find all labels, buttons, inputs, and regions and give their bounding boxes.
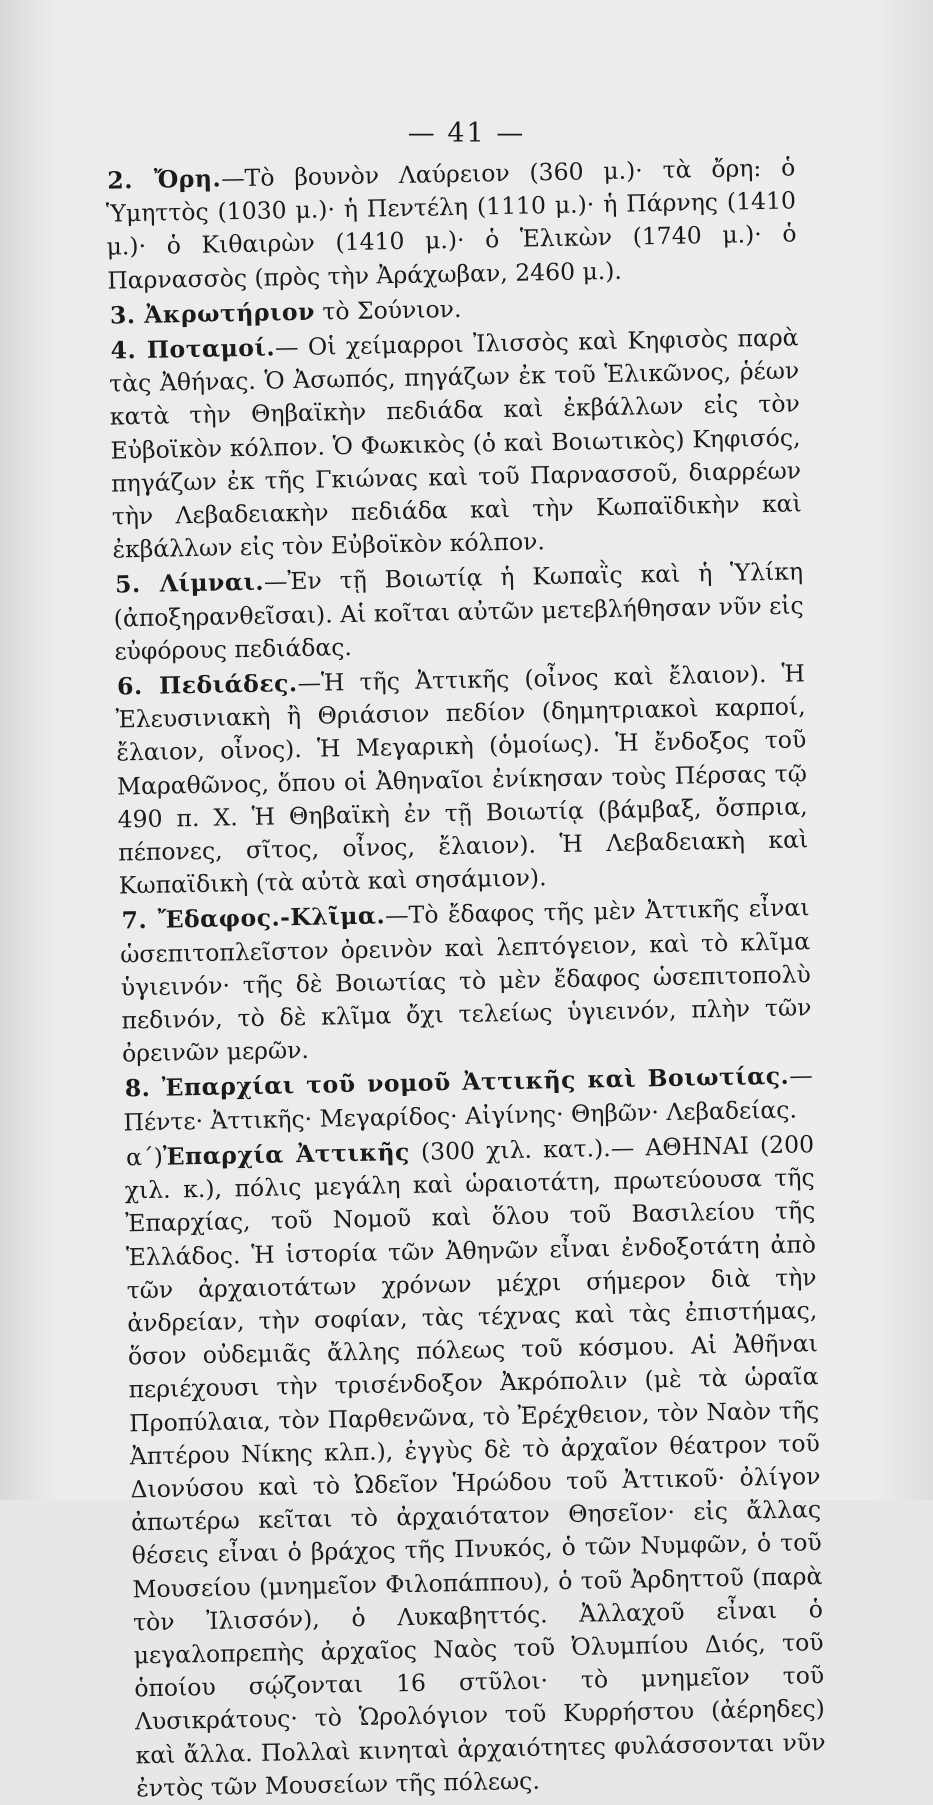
section-2 <box>105 151 797 297</box>
section-prefix: α΄) <box>125 1142 164 1172</box>
section-heading: 5. Λίμναι. <box>114 568 265 599</box>
section-text: —Ἐν τῇ Βοιωτίᾳ ἡ Κωπαῒς καὶ ἡ Ὑλίκη (ἀποξηρανθεῖσαι). Αἱ κοῖται αὐτῶν μετεβλήθησαν νῦν εἰς εὐφόρους πεδιάδας. <box>113 557 804 666</box>
section-4 <box>108 321 802 567</box>
section-6 <box>115 657 809 903</box>
page-number: — 41 — <box>407 118 526 149</box>
section-heading: 2. Ὄρη. <box>107 164 222 195</box>
section-heading: 4. Ποταμοί. <box>110 333 276 365</box>
section-text: —Ἡ τῆς Ἀττικῆς (οἶνος καὶ ἔλαιον). Ἡ Ἐλευσινιακὴ ἢ Θριάσιον πεδίον (δημητριακοὶ καρποί, ἔλαιον, οἶνος). Ἡ Μεγαρικὴ (ὁμοίως). Ἡ ἔνδοξος τοῦ Μαραθῶνος, ὅπου οἱ Ἀθηναῖοι ἐνίκησαν τοὺς Πέρσας τῷ 490 π. Χ. Ἡ Θηβαϊκὴ ἐν τῇ Βοιωτίᾳ (βάμβαξ, ὄσπρια, πέπονες, σῖτος, οἶνος, ἔλαιον). Ἡ Λεβαδειακὴ καὶ Κωπαϊδικὴ (τὰ αὐτὰ καὶ σησάμιον). <box>115 659 809 900</box>
section-heading: 3. Ἀκρωτήριον <box>109 297 316 330</box>
section-text: τὸ Σούνιον. <box>314 294 462 326</box>
section-heading: 7. Ἔδαφος.-Κλῖμα. <box>121 901 386 935</box>
page-body <box>105 151 826 1805</box>
section-text: —Τὸ ἔδαφος τῆς μὲν Ἀττικῆς εἶναι ὡσεπιτοπλεῖστον ὀρεινὸν καὶ λεπτόγειον, καὶ τὸ κλῖμα ὑγιεινόν· τῆς δὲ Βοιωτίας τὸ μὲν ἔδαφος ὡσεπιτοπολὺ πεδινόν, τὸ δὲ κλῖμα ὄχι τελείως ὑγιεινόν, πλὴν τῶν ὀρεινῶν μερῶν. <box>119 893 812 1068</box>
section-5 <box>113 556 805 669</box>
section-text: —Τὸ βουνὸν Λαύρειον (360 μ.)· τὰ ὄρη: ὁ Ὑμηττὸς (1030 μ.)· ἡ Πεντέλη (1110 μ.)· ἡ Πάρνης (1410 μ.)· ὁ Κιθαιρὼν (1410 μ.)· ὁ Ἑλικὼν (1740 μ.)· ὁ Παρνασσὸς (πρὸς τὴν Ἀράχωβαν, 2460 μ.). <box>105 153 797 295</box>
section-heading: 6. Πεδιάδες. <box>116 669 298 701</box>
section-text: (300 χιλ. κατ.).— ΑΘΗΝΑΙ (200 χιλ. κ.), πόλις μεγάλη καὶ ὡραιοτάτη, πρωτεύουσα τῆς Ἐπαρχίας, τοῦ Νομοῦ καὶ ὅλου τοῦ Βασιλείου τῆς Ἑλλάδος. Ἡ ἱστορία τῶν Ἀθηνῶν εἶναι ἐνδοξοτάτη ἀπὸ τῶν ἀρχαιοτάτων χρόνων μέχρι σήμερον διὰ τὴν ἀνδρείαν, τὴν σοφίαν, τὰς τέχνας καὶ τὰς ἐπιστήμας, ὅσον οὐδεμιᾶς ἄλλης πόλεως τοῦ κόσμου. Αἱ Ἀθῆναι περιέχουσι τὴν τρισένδοξον Ἀκρόπολιν (μὲ τὰ ὡραῖα Προπύλαια, τὸν Παρθενῶνα, τὸ Ἐρέχθειον, τὸν Ναὸν τῆς Ἀπτέρου Νίκης κλπ.), ἐγγὺς δὲ τὸ ἀρχαῖον θέατρον τοῦ Διονύσου καὶ τὸ Ὠδεῖον Ἡρώδου τοῦ Ἀττικοῦ· ὀλίγον ἀπωτέρω κεῖται τὸ ἀρχαιότατον Θησεῖον· εἰς ἄλλας θέσεις εἶναι ὁ βράχος τῆς Πνυκός, ὁ τῶν Νυμφῶν, ὁ τοῦ Μουσείου (μνημεῖον Φιλοπάππου), ὁ τοῦ Ἀρδηττοῦ (παρὰ τὸν Ἰλισσόν), ὁ Λυκαβηττός. Ἀλλαχοῦ εἶναι ὁ μεγαλοπρεπὴς ἀρχαῖος Ναὸς τοῦ Ὀλυμπίου Διός, τοῦ ὁποίου σῴζονται 16 στῦλοι· τὸ μνημεῖον τοῦ Λυσικράτους· τὸ Ὡρολόγιον τοῦ Κυρρήστου (ἀέρηδες) καὶ ἄλλα. Πολλαὶ κινηταὶ ἀρχαιότητες φυλάσσονται νῦν ἐντὸς τῶν Μουσείων τῆς πόλεως. <box>124 1130 826 1803</box>
section-text: — Οἱ χείμαρροι Ἰλισσὸς καὶ Κηφισὸς παρὰ τὰς Ἀθήνας. Ὁ Ἀσωπός, πηγάζων ἐκ τοῦ Ἑλικῶνος, ῥέων κατὰ τὴν Θηβαϊκὴν πεδιάδα καὶ ἐκβάλλων εἰς τὸν Εὐβοϊκὸν κόλπον. Ὁ Φωκικὸς (ὁ καὶ Βοιωτικὸς) Κηφισός, πηγάζων ἐκ τῆς Γκιώνας καὶ τοῦ Παρνασσοῦ, διαρρέων τὴν Λεβαδειακὴν πεδιάδα καὶ τὴν Κωπαϊδικὴν καὶ ἐκβάλλων εἰς τὸν Εὐβοϊκὸν κόλπον. <box>109 323 802 564</box>
section-heading: 8. Ἐπαρχίαι τοῦ νομοῦ Ἀττικῆς καὶ Βοιωτίας. <box>124 1062 790 1103</box>
section-8a <box>124 1128 827 1805</box>
section-7 <box>119 892 812 1071</box>
section-text: — Πέντε· Ἀττικῆς· Μεγαρίδος· Αἰγίνης· Θηβῶν· Λεβαδείας. <box>123 1061 813 1137</box>
section-8 <box>123 1060 814 1140</box>
section-heading: Ἐπαρχία Ἀττικῆς <box>162 1137 411 1171</box>
